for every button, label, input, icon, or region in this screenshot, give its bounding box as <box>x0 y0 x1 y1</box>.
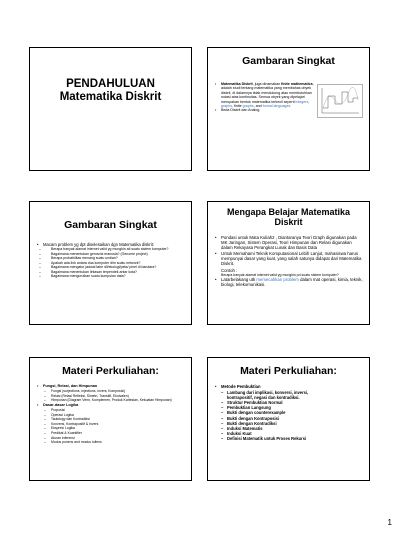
discrete-analog-figure <box>317 84 363 118</box>
bullet-latarbelakang: • Latarbelakang utk memecahkan problem dalam mat operasi, kimia, teknik, biologi, telekomunikasi. <box>215 277 363 287</box>
sub-item: – Induksi Matematis <box>215 426 363 431</box>
sub-item: – Modus ponens and modus tollens <box>37 440 185 445</box>
sub-item: – Operasi Logika <box>37 413 185 418</box>
sub-item: – Bukti dengan Kontraposisi <box>215 416 363 421</box>
sub-item: – Tautology dan Kontradiksi <box>37 417 185 422</box>
link-finite-graphs[interactable]: graphs <box>242 104 254 109</box>
sub-item: – Lambang dari implikasi, konversi, inversi, kontrapositif, negasi dan kontradiksi. <box>215 390 363 400</box>
sub-item: – Induksi Kuat <box>215 431 363 436</box>
bullet-list <box>215 235 363 288</box>
bullet-definition: • Matematika Diskrit, juga dinamakan finite mathematics, adalah studi tentang matematika yang membahas obyek diskrit, di dalamnya tidak mendukung atau membutuhkan notasi atas kontinuitas. Semua obyek yang dipelajari merupakan bentuk matematika terkecil seperti integers, graphs, finite graphs, and formal languages. <box>215 82 317 108</box>
sub-item: – Berapa banyak alamat internet valid yg mungkin ati suatu sistem komputer? <box>37 247 185 252</box>
bullet-diskrit-analog: • Beda Diskrit dan Analog <box>215 108 317 112</box>
slide-gambaran-singkat-2 <box>29 201 192 325</box>
sub-item: – Predikat & Kuantifier <box>37 431 185 436</box>
sub-item: – Bukti dengan counterexample <box>215 410 363 415</box>
slide-title: Gambaran Singkat <box>64 219 157 231</box>
title-line-1: Mengapa Belajar Matematika <box>226 207 351 217</box>
slide-pendahuluan <box>29 47 192 171</box>
sub-item: – Bagaimana menentukan lintasan terpendek antar kota? <box>37 270 185 275</box>
bullet-problem: • Macam problem yg dpt diselesaikan dgn Matematika diskrit: <box>37 242 185 247</box>
slide-mengapa-belajar <box>207 201 370 325</box>
page-number: 1 <box>387 518 392 527</box>
sub-item: – Ekspresi Logika <box>37 426 185 431</box>
sub-item: – Apakah ada link antara dua komputer dlm suatu network? <box>37 261 185 266</box>
bullet-list <box>37 242 185 279</box>
bullet-dasar-logika: • Dasar-dasar Logika <box>37 403 185 408</box>
bullet-list <box>37 384 185 445</box>
bullet-metode-pembuktian: • Metode Pembuktian <box>215 384 363 390</box>
contoh-label: Contoh : <box>221 267 238 273</box>
sub-item: – Bagaimana mengatur jadwal tabe dll/ekologi/peta/ pinel di bandara? <box>37 265 185 270</box>
slide-gambaran-singkat-1 <box>207 47 370 171</box>
slide-title: Materi Perkuliahan: <box>240 365 337 377</box>
sub-item: – Definisi Matematik untuk Proses Rekursi <box>215 436 363 441</box>
slide-materi-perkuliahan-2 <box>207 357 370 481</box>
sub-item: – Pembuktian Langsung <box>215 405 363 410</box>
slide-title: Materi Perkuliahan: <box>62 365 159 377</box>
sub-item: – Bagaimana mengurutkan suatu kumpulan data? <box>37 274 185 279</box>
bullet-list <box>215 384 363 442</box>
sub-item: – Himpunan (Diagram Venn, Komplemen, Produk Kartesian, Kekuatan Himpunan) <box>37 398 185 403</box>
bullet-list <box>215 82 317 113</box>
link-formal-languages[interactable]: formal languages <box>262 104 291 109</box>
contoh-text: Berapa banyak alamat internet valid yg mungkin pd suatu sistem komputer? <box>221 272 339 277</box>
sub-item: – Bagaimana menentukan gerosmk manusia? (Genome project) <box>37 252 185 257</box>
title-line-1: PENDAHULUAN <box>66 78 155 90</box>
slide-title <box>208 207 369 227</box>
sub-item: – Proposisi <box>37 408 185 413</box>
slide-title <box>36 78 185 104</box>
sub-item: – Konversi, Kontrapositif & Invers <box>37 422 185 427</box>
sub-item: – Relasi (Relasi Refleksi, Simetri, Transitif, Ekuivalen) <box>37 394 185 399</box>
slide-title: Gambaran Singkat <box>242 55 335 67</box>
sub-item: – Aturan inferensi <box>37 436 185 441</box>
sub-item: – Bukti dengan Kontradiksi <box>215 421 363 426</box>
link-graphs[interactable]: graphs <box>221 104 232 109</box>
sub-item: – Fungsi (surjections, injections, invers, Komposisi) <box>37 389 185 394</box>
slide-materi-perkuliahan-1 <box>29 357 192 481</box>
sub-item: – Struktur Pembuktian Normal <box>215 400 363 405</box>
bullet-pondasi: • Pondasi untuk Mata Kuliah2 , Diantaranya Teori Graph digunakan pada MK Jaringan, Sistem Operasi, Teori Himpunan dan Relasi digunakan dalam Rekayasa Perangkat Lunak dan Basis Data <box>215 235 363 250</box>
sub-item: – Berapa probabilitas menang suatu undian? <box>37 256 185 261</box>
title-line-2: Matematika Diskrit <box>59 91 162 103</box>
bullet-teknik: • Untuk Memahami Teknik Komputasional Lebih Lanjut, mahasiswa harus mempunyai dasar yang kuat, yang salah satunya didapat dari Matematika Diskrit. <box>215 251 363 266</box>
bullet-fungsi-relasi: • Fungsi, Relasi, dan Himpunan <box>37 384 185 389</box>
link-integers[interactable]: integers <box>295 99 309 104</box>
title-line-2: Diskrit <box>274 217 303 227</box>
